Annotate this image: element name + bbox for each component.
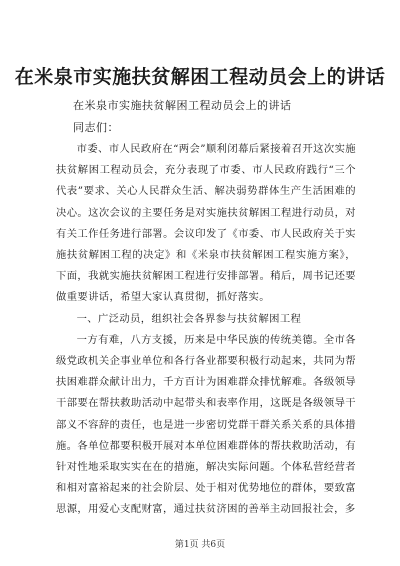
greeting: 同志们： xyxy=(73,121,119,134)
paragraph-intro: 市委、市人民政府在“两会”顺利闭幕后紧接着召开这次实施扶贫解困工程动员会，充分表现了市委、市人民政府践行“三个代表”要求、关心人民群众生活、解决弱势群体生产生活困难的决心。这次会议的主要任务是对实施扶贫解困工程进行动员，对有关工作任务进行部署。会议印发了《市委、市人民政府关于实施扶贫解困工程的决定》和《米泉市扶贫解困工程实施方案》，下面，我就实施扶贫解困工程进行安排部署。稍后，周书记还要做重要讲话，希望大家认真贯彻，抓好落实。 xyxy=(56,143,356,304)
document-body xyxy=(56,139,356,521)
document-title: 在米泉市实施扶贫解困工程动员会上的讲话 xyxy=(14,66,386,88)
page-footer: 第1页 共6页 xyxy=(174,540,226,550)
section-heading: 一、广泛动员，组织社会各界参与扶贫解困工程 xyxy=(76,312,302,325)
paragraph-section-1: 一方有难，八方支援，历来是中华民族的传统美德。全市各级党政机关企事业单位和各行各业都要积极行动起来，共同为帮扶困难群众献计出力，千方百计为困难群众排忧解难。各级领导干部要在帮扶救助活动中起带头和表率作用，这既是各级领导干部义不容辞的责任，也是进一步密切党群干群关系关系的具体措施。各单位都要积极开展对本单位困难群体的帮扶救助活动，有针对性地采取实实在在的措施，解决实际问题。个体私营经营者和相对富裕起来的社会阶层、处于相对优势地位的群体，要致富思源，用爱心支配财富，通过扶贫济困的善举主动回报社会，多 xyxy=(56,333,356,516)
document-subtitle: 在米泉市实施扶贫解困工程动员会上的讲话 xyxy=(73,99,292,112)
